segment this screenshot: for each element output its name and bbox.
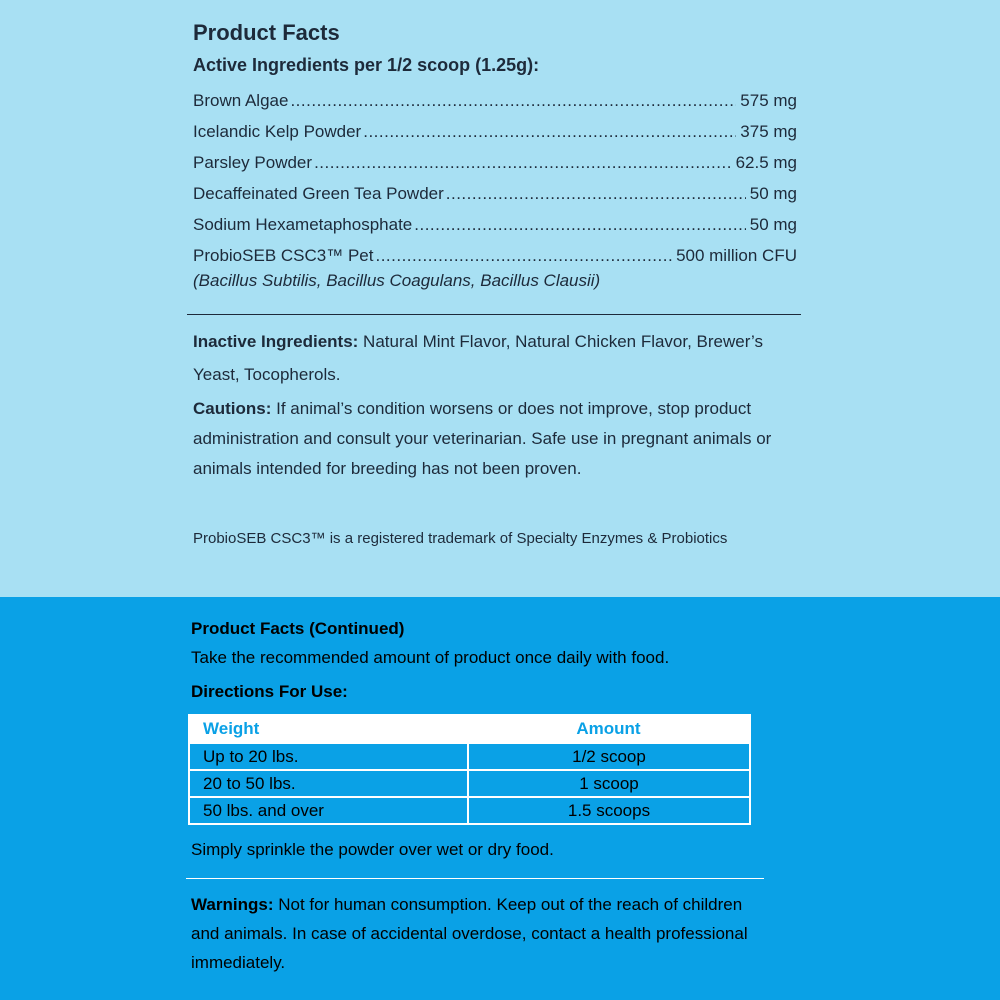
product-facts-continued-title: Product Facts (Continued) [191, 619, 405, 638]
amount-cell: 1 scoop [468, 770, 750, 797]
dot-leader [375, 240, 672, 271]
amount-cell: 1.5 scoops [468, 797, 750, 824]
dot-leader [290, 85, 736, 116]
cautions [193, 394, 798, 484]
dot-leader [314, 147, 732, 178]
cautions-label: Cautions: [193, 399, 272, 418]
ingredient-name: Decaffeinated Green Tea Powder [193, 184, 444, 203]
ingredient-row [193, 147, 797, 178]
directions-heading: Directions For Use: [191, 682, 348, 701]
ingredient-row [193, 116, 797, 147]
ingredient-amount: 375 mg [740, 122, 797, 141]
table-row [189, 770, 750, 797]
table-row [189, 743, 750, 770]
daily-instruction: Take the recommended amount of product once daily with food. [191, 648, 670, 667]
ingredient-amount: 50 mg [749, 184, 797, 203]
inactive-ingredients-label: Inactive Ingredients: [193, 332, 359, 351]
table-header-row [189, 715, 750, 743]
ingredient-amount: 500 million CFU [676, 246, 797, 265]
warnings-text: Not for human consumption. Keep out of the reach of children and animals. In case of accidental overdose, contact a health professional immediately. [191, 895, 748, 972]
section-divider [187, 314, 801, 315]
sprinkle-instruction: Simply sprinkle the powder over wet or dry food. [191, 840, 554, 859]
dot-leader [446, 178, 746, 209]
cautions-text: If animal’s condition worsens or does not improve, stop product administration and consult your veterinarian. Safe use in pregnant animals or animals intended for breeding has not been proven. [193, 399, 772, 478]
ingredient-name: Brown Algae [193, 91, 289, 110]
ingredient-name: Sodium Hexametaphosphate [193, 215, 413, 234]
dot-leader [414, 209, 746, 240]
ingredient-amount: 50 mg [749, 215, 797, 234]
inactive-ingredients-text: Natural Mint Flavor, Natural Chicken Flavor, Brewer’s Yeast, Tocopherols. [193, 332, 764, 384]
weight-cell: 50 lbs. and over [189, 797, 468, 824]
column-header-amount: Amount [468, 715, 750, 743]
probiotic-strains: (Bacillus Subtilis, Bacillus Coagulans, Bacillus Clausii) [193, 271, 601, 290]
weight-cell: Up to 20 lbs. [189, 743, 468, 770]
ingredient-amount: 575 mg [740, 91, 797, 110]
column-header-weight: Weight [189, 715, 468, 743]
warnings-label: Warnings: [191, 895, 274, 914]
ingredient-row [193, 178, 797, 209]
active-ingredients-heading: Active Ingredients per 1/2 scoop (1.25g): [193, 55, 540, 75]
ingredient-name: ProbioSEB CSC3™ Pet [193, 246, 374, 265]
active-ingredients-list [193, 85, 797, 271]
section-divider [186, 878, 764, 879]
weight-cell: 20 to 50 lbs. [189, 770, 468, 797]
ingredient-row [193, 209, 797, 240]
amount-cell: 1/2 scoop [468, 743, 750, 770]
ingredient-name: Parsley Powder [193, 153, 313, 172]
warnings [191, 890, 766, 977]
ingredient-row [193, 240, 797, 271]
dosage-table [188, 714, 751, 825]
inactive-ingredients [193, 325, 803, 391]
ingredient-row [193, 85, 797, 116]
ingredient-name: Icelandic Kelp Powder [193, 122, 362, 141]
table-row [189, 797, 750, 824]
ingredient-amount: 62.5 mg [735, 153, 797, 172]
product-facts-title: Product Facts [193, 20, 340, 45]
dot-leader [363, 116, 736, 147]
trademark-notice: ProbioSEB CSC3™ is a registered trademark of Specialty Enzymes & Probiotics [193, 530, 728, 547]
